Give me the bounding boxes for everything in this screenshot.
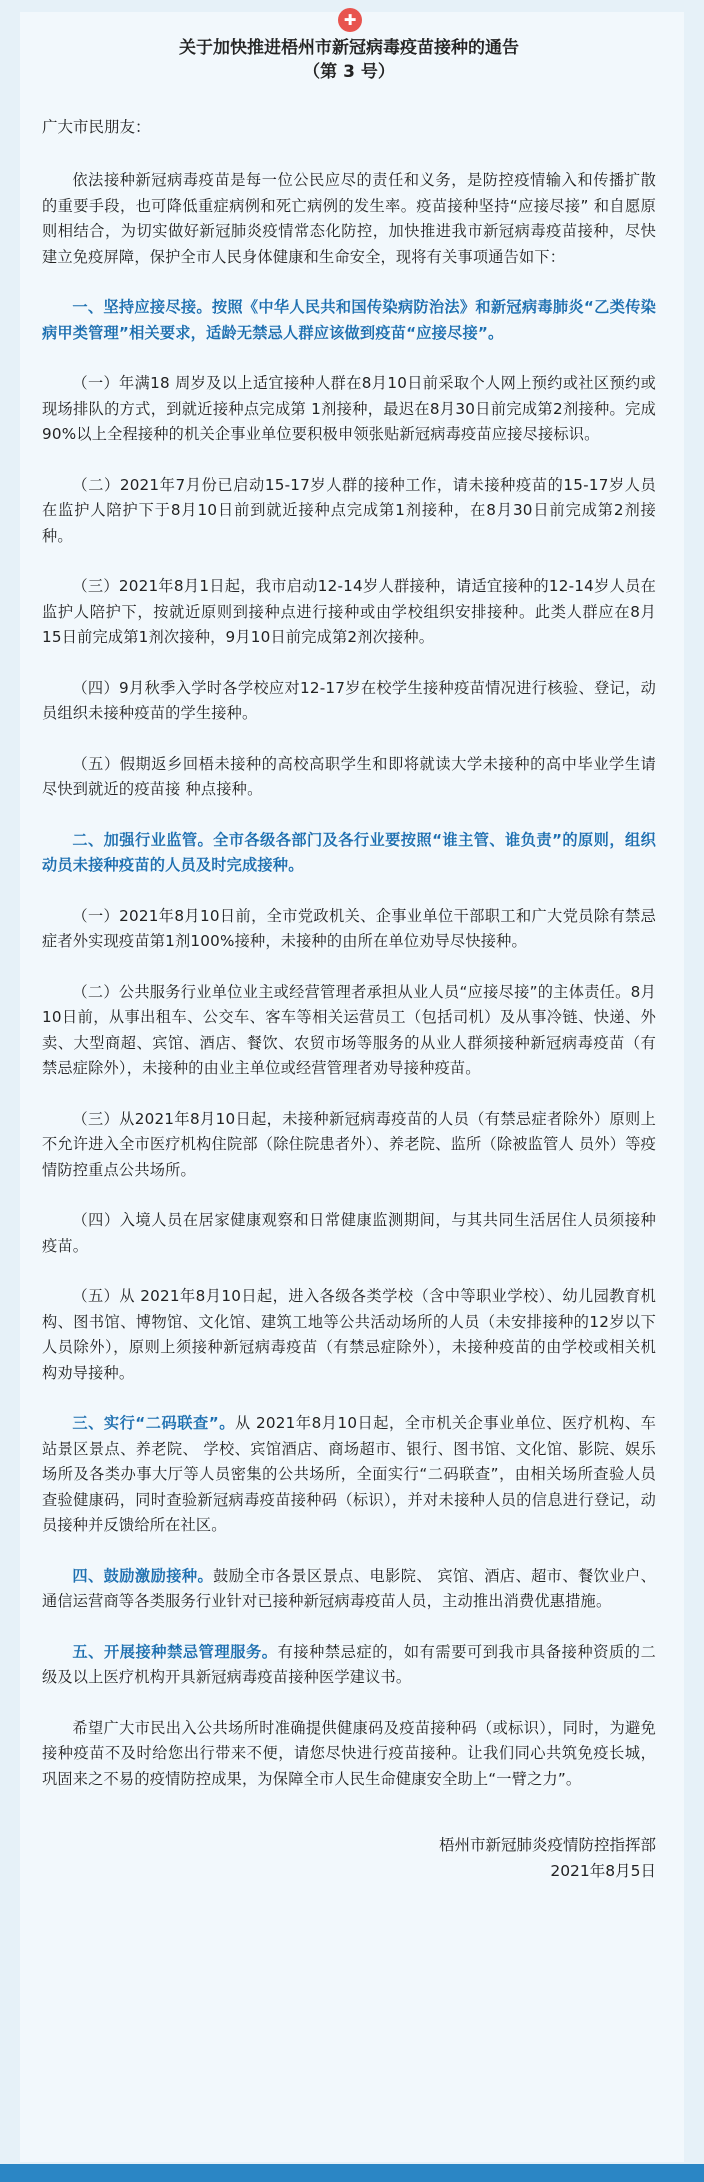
section-2-item-5: （五）从 2021年8月10日起，进入各级各类学校（含中等职业学校）、幼儿园教育机构、图书馆、博物馆、文化馆、建筑工地等公共活动场所的人员（未安排接种的12岁以下人员除外），原则上须接种新冠病毒疫苗（有禁忌症除外），未接种疫苗的由学校或相关机构劝导接种。 — [42, 1287, 656, 1382]
section-3-body: 从 2021年8月10日起，全市机关企事业单位、医疗机构、车站景区景点、养老院、 学校、宾馆酒店、商场超市、银行、图书馆、文化馆、影院、娱乐场所及各类办事大厅等人员密集的公共场所，全面实行“二码联查”，由相关场所查验人员查验健康码，同时查验新冠病毒疫苗接种码（标识），并对未接种人员的信息进行登记，动员接种并反馈给所在社区。 — [42, 1414, 657, 1534]
document-number: （第 3 号） — [303, 62, 395, 82]
section-5-heading: 五、开展接种禁忌管理服务。 — [72, 1642, 278, 1661]
section-4-body: 鼓励全市各景区景点、电影院、 宾馆、酒店、超市、餐饮业户、通信运营商等各类服务行业针对已接种新冠病毒疫苗人员，主动推出消费优惠措施。 — [42, 1566, 656, 1610]
section-3-heading: 三、实行“二码联查”。 — [72, 1414, 235, 1432]
section-2-item-1: （一）2021年8月10日前，全市党政机关、企事业单位干部职工和广大党员除有禁忌症者外实现疫苗第1剂100%接种，未接种的由所在单位劝导尽快接种。 — [42, 906, 656, 950]
section-4-paragraph — [42, 1564, 656, 1615]
closing-paragraph: 希望广大市民出入公共场所时准确提供健康码及疫苗接种码（或标识），同时，为避免接种疫苗不及时给您出行带来不便，请您尽快进行疫苗接种。让我们同心共筑免疫长城，巩固来之不易的疫情防控成果，为保障全市人民生命健康安全助上“一臂之力”。 — [42, 1718, 656, 1788]
section-2-item-4: （四）入境人员在居家健康观察和日常健康监测期间，与其共同生活居住人员须接种疫苗。 — [42, 1211, 656, 1255]
signer-name: 梧州市新冠肺炎疫情防控指挥部 — [438, 1836, 656, 1854]
section-5-paragraph — [42, 1640, 656, 1691]
document-title: 关于加快推进梧州市新冠病毒疫苗接种的通告 — [179, 38, 519, 58]
signature-block — [42, 1832, 656, 1884]
section-4-heading: 四、鼓励激励接种。 — [72, 1566, 214, 1585]
section-1-item-3: （三）2021年8月1日起，我市启动12-14岁人群接种，请适宜接种的12-14岁人员在监护人陪护下，按就近原则到接种点进行接种或由学校组织安排接种。此类人群应在8月15日前完成第1剂次接种，9月10日前完成第2剂次接种。 — [42, 577, 656, 646]
issue-date: 2021年8月5日 — [550, 1862, 656, 1880]
salutation: 广大市民朋友： — [42, 118, 151, 136]
section-3-paragraph — [42, 1411, 656, 1539]
section-1-item-4: （四）9月秋季入学时各学校应对12-17岁在校学生接种疫苗情况进行核验、登记，动员组织未接种疫苗的学生接种。 — [42, 678, 656, 722]
section-1-item-1: （一）年满18 周岁及以上适宜接种人群在8月10日前采取个人网上预约或社区预约或现场排队的方式，到就近接种点完成第 1剂接种，最迟在8月30日前完成第2剂接种。完成90%以上全程接种的机关企事业单位要积极申领张贴新冠病毒疫苗应接尽接标识。 — [42, 374, 656, 443]
section-1-heading: 一、坚持应接尽接。按照《中华人民共和国传染病防治法》和新冠病毒肺炎“乙类传染病甲类管理”相关要求，适龄无禁忌人群应该做到疫苗“应接尽接”。 — [42, 298, 656, 342]
section-2-item-3: （三）从2021年8月10日起，未接种新冠病毒疫苗的人员（有禁忌症者除外）原则上不允许进入全市医疗机构住院部（除住院患者外）、养老院、监所（除被监管人 员外）等疫情防控重点公共场所。 — [42, 1109, 656, 1179]
section-2-heading: 二、加强行业监管。全市各级各部门及各行业要按照“谁主管、谁负责”的原则，组织动员未接种疫苗的人员及时完成接种。 — [42, 830, 656, 874]
notice-document — [42, 36, 656, 1884]
section-2-item-2: （二）公共服务行业单位业主或经营管理者承担从业人员“应接尽接”的主体责任。8月10日前，从事出租车、公交车、客车等相关运营员工（包括司机）及从事冷链、快递、外卖、大型商超、宾馆、酒店、餐饮、农贸市场等服务的从业人群须接种新冠病毒疫苗（有禁忌症除外），未接种的由业主单位或经营管理者劝导接种疫苗。 — [42, 982, 656, 1077]
intro-paragraph: 依法接种新冠病毒疫苗是每一位公民应尽的责任和义务，是防控疫情输入和传播扩散的重要手段，也可降低重症病例和死亡病例的发生率。疫苗接种坚持“应接尽接” 和自愿原则相结合，为切实做好新冠肺炎疫情常态化防控，加快推进我市新冠病毒疫苗接种，尽快建立免疫屏障，保护全市人民身体健康和生命安全，现将有关事项通告如下： — [42, 171, 656, 266]
section-1-item-5: （五）假期返乡回梧未接种的高校高职学生和即将就读大学未接种的高中毕业学生请尽快到就近的疫苗接 种点接种。 — [42, 754, 656, 798]
section-1-item-2: （二）2021年7月份已启动15-17岁人群的接种工作，请未接种疫苗的15-17岁人员在监护人陪护下于8月10日前到就近接种点完成第1剂接种，在8月30日前完成第2剂接种。 — [42, 475, 656, 545]
flower-ornament-icon: ✚ — [338, 8, 362, 32]
section-5-body: 有接种禁忌症的，如有需要可到我市具备接种资质的二级及以上医疗机构开具新冠病毒疫苗接种医学建议书。 — [42, 1642, 656, 1686]
bottom-bar — [0, 2164, 704, 2182]
